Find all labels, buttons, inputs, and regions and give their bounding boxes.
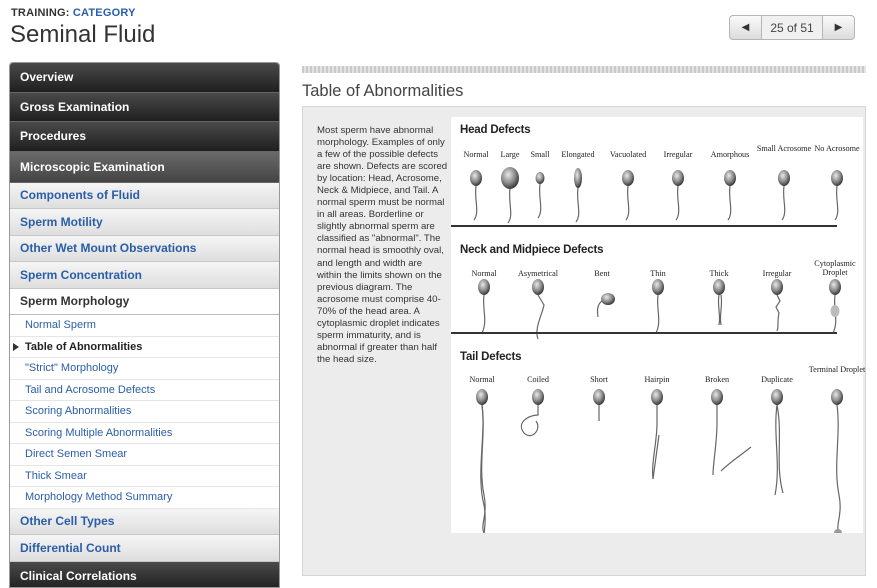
sperm-tail: [474, 186, 477, 220]
sperm-tail: [835, 186, 838, 220]
tail-label: Short: [590, 375, 608, 384]
nav-sub-sperm-concentration[interactable]: Sperm Concentration: [10, 262, 279, 289]
section-rule: [451, 332, 837, 334]
sperm-tail: [776, 295, 780, 331]
nav-leaf-strict-morphology[interactable]: "Strict" Morphology: [10, 358, 279, 380]
sperm-head: [470, 170, 482, 186]
sperm-head: [771, 389, 783, 405]
neck-label: Thin: [650, 269, 666, 278]
breadcrumb-category-link[interactable]: CATEGORY: [72, 7, 136, 19]
sperm-tail: [538, 184, 541, 218]
page-count: 25 of 51: [762, 16, 822, 39]
sperm-head: [476, 389, 488, 405]
head-defects-title: Head Defects: [460, 124, 531, 136]
sperm-head: [724, 170, 736, 186]
nav-item-procedures[interactable]: Procedures: [10, 122, 279, 152]
sperm-head: [574, 168, 582, 188]
nav-leaf-table-of-abnormalities[interactable]: Table of Abnormalities: [10, 337, 279, 359]
arrow-right-icon: ▶: [834, 22, 843, 33]
tail-label: Duplicate: [761, 375, 793, 384]
tail-label: Terminal Droplet: [808, 365, 866, 374]
sperm-illustrations: [451, 117, 863, 533]
nav-item-clinical-correlations[interactable]: Clinical Correlations: [10, 562, 279, 588]
nav-sub-sperm-motility[interactable]: Sperm Motility: [10, 209, 279, 236]
sperm-head: [831, 170, 843, 186]
sperm-head: [778, 170, 790, 186]
sperm-head: [501, 167, 519, 189]
head-label: Amorphous: [710, 150, 750, 159]
nav-sub-other-cell-types[interactable]: Other Cell Types: [10, 509, 279, 536]
sperm-head: [711, 389, 723, 405]
sperm-head: [593, 389, 605, 405]
nav-sub-other-wet-mount[interactable]: Other Wet Mount Observations: [10, 236, 279, 263]
sperm-head: [532, 389, 544, 405]
sperm-tail: [775, 405, 783, 495]
nav-leaf-scoring-multiple[interactable]: Scoring Multiple Abnormalities: [10, 423, 279, 445]
sperm-tail: [482, 295, 485, 333]
nav-sub-sperm-morphology[interactable]: Sperm Morphology: [10, 289, 279, 316]
neck-label: Cytoplasmic Droplet: [814, 259, 856, 277]
head-label: Large: [500, 150, 520, 159]
sperm-head: [771, 279, 783, 295]
neck-label: Normal: [471, 269, 497, 278]
head-label: Small: [530, 150, 550, 159]
neck-label: Asymetrical: [517, 269, 558, 278]
nav-item-overview[interactable]: Overview: [10, 63, 279, 93]
divider-stripe: [302, 66, 866, 73]
sperm-tail: [837, 405, 840, 533]
sperm-head: [831, 389, 843, 405]
sperm-tail: [521, 405, 538, 436]
tail-label: Hairpin: [644, 375, 670, 384]
sperm-head: [532, 279, 544, 295]
sperm-head: [672, 170, 684, 186]
sperm-head: [652, 279, 664, 295]
nav-sub-differential-count[interactable]: Differential Count: [10, 535, 279, 562]
arrow-left-icon: ◀: [741, 22, 750, 33]
abnormalities-figure: [451, 117, 866, 533]
head-label: No Acrosome: [814, 144, 860, 153]
sperm-head: [651, 389, 663, 405]
sperm-tail: [598, 301, 603, 317]
cytoplasmic-droplet: [834, 529, 842, 533]
head-label: Irregular: [663, 150, 693, 159]
next-page-button[interactable]: [822, 16, 854, 39]
sperm-head: [478, 279, 490, 295]
nav-leaf-scoring-abnormalities[interactable]: Scoring Abnormalities: [10, 401, 279, 423]
neck-label: Thick: [709, 269, 729, 278]
cytoplasmic-droplet: [831, 305, 840, 317]
sperm-tail: [656, 295, 659, 333]
breadcrumb: [11, 7, 136, 19]
sperm-head: [622, 170, 634, 186]
content-panel: [302, 106, 866, 576]
head-label: Small Acrosome: [756, 144, 812, 153]
sperm-tail: [481, 405, 485, 533]
sperm-head: [829, 279, 841, 295]
nav-leaf-method-summary[interactable]: Morphology Method Summary: [10, 487, 279, 509]
sidebar-nav: [9, 62, 280, 588]
nav-sub-components-of-fluid[interactable]: Components of Fluid: [10, 183, 279, 210]
neck-label: Irregular: [762, 269, 792, 278]
tail-defects-title: Tail Defects: [460, 351, 522, 363]
tail-label: Broken: [704, 375, 730, 384]
sperm-tail: [626, 186, 629, 220]
sperm-tail: [676, 186, 679, 220]
description-text: Most sperm have abnormal morphology. Examples of only a few of the possible defects are shown. Defects are scored by location: Head, Acrosome, Neck & Midpiece, and Tail. A normal sperm must be normal in all areas. Borderline or slightly abnormal sperm are classified as "abnormal". The normal head is smoothly oval, and length and width are within the limits shown on the previous diagram. The acrosome must comprise 40-70% of the head area. A cytoplasmic droplet indicates sperm immaturity, and is abnormal if greater than half the head size.: [317, 125, 448, 365]
page-title: Seminal Fluid: [10, 21, 156, 48]
head-label: Elongated: [561, 150, 595, 159]
head-label: Vacuolated: [609, 150, 647, 159]
breadcrumb-label: TRAINING:: [11, 7, 70, 19]
nav-leaf-direct-semen-smear[interactable]: Direct Semen Smear: [10, 444, 279, 466]
sperm-tail: [713, 405, 751, 475]
sperm-tail: [653, 405, 659, 479]
nav-item-gross-examination[interactable]: Gross Examination: [10, 93, 279, 123]
prev-page-button[interactable]: [730, 16, 762, 39]
nav-leaf-tail-acrosome-defects[interactable]: Tail and Acrosome Defects: [10, 380, 279, 402]
sperm-tail: [718, 295, 721, 325]
sperm-head: [601, 293, 615, 305]
sperm-head: [713, 279, 725, 295]
content-title: Table of Abnormalities: [302, 82, 464, 100]
nav-item-microscopic-examination[interactable]: Microscopic Examination: [10, 152, 279, 183]
tail-label: Normal: [469, 375, 495, 384]
nav-leaf-normal-sperm[interactable]: Normal Sperm: [10, 315, 279, 337]
neck-label: Bent: [594, 269, 610, 278]
sperm-head: [536, 172, 545, 184]
pager: [729, 15, 855, 40]
sperm-tail: [782, 186, 785, 220]
tail-label: Coiled: [527, 375, 549, 384]
sperm-tail: [728, 186, 731, 220]
neck-defects-title: Neck and Midpiece Defects: [460, 244, 604, 256]
nav-leaf-thick-smear[interactable]: Thick Smear: [10, 466, 279, 488]
sperm-tail: [508, 189, 511, 223]
head-label: Normal: [463, 150, 489, 159]
sperm-tail: [576, 188, 579, 222]
section-rule: [451, 225, 837, 227]
